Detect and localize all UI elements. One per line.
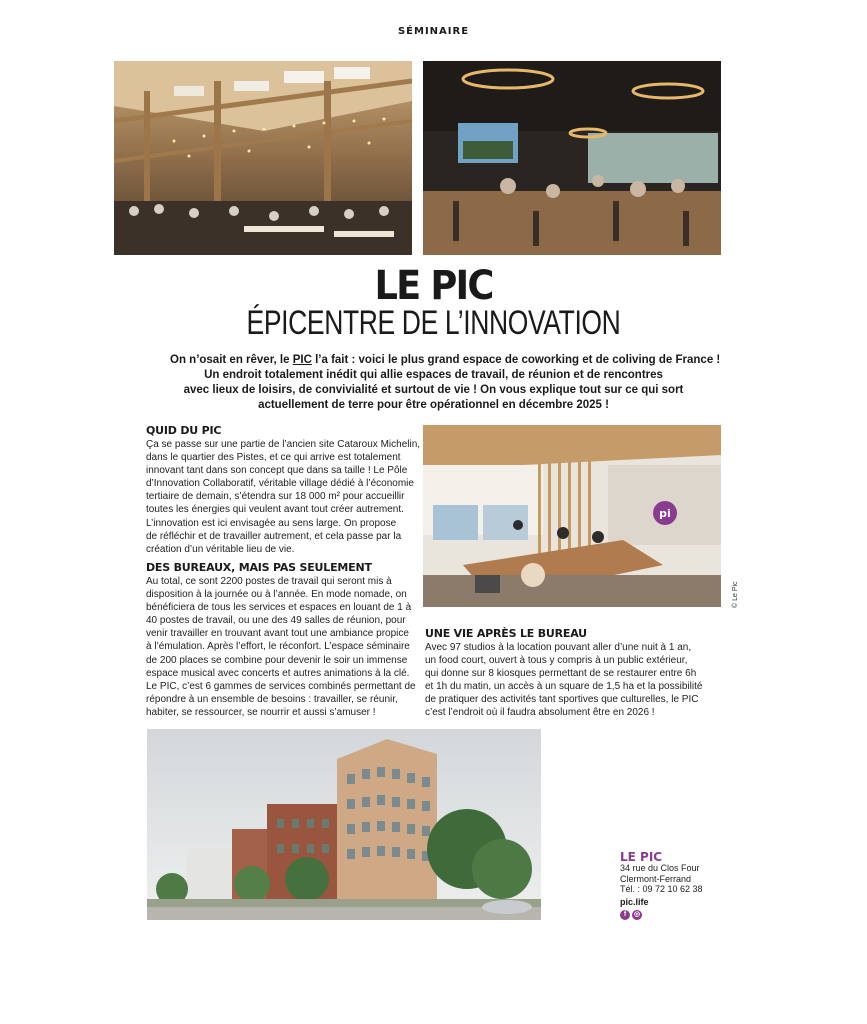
address-city: Clermont-Ferrand (620, 873, 692, 884)
text-line: de 200 places se combine pour devenir le soir un immense (146, 654, 408, 666)
text-line: habiter, se ressourcer, se nourrir et aussi s’amuser ! (146, 706, 376, 718)
heading-quid: QUID DU PIC (146, 424, 222, 437)
text-line: Avec 97 studios à la location pouvant aller d’une nuit à 1 an, (425, 642, 692, 653)
photo-atrium (114, 61, 412, 255)
text-line: Au total, ce sont 2200 postes de travail qui seront mis à (146, 576, 392, 587)
text-line: Ça se passe sur une partie de l’ancien site Cataroux Michelin, (146, 439, 421, 450)
body-bureaux (146, 575, 416, 719)
text-line: c’est l’endroit où il faudra absolument être en 2026 ! (425, 707, 655, 719)
text-line: qui donne sur 8 kiosques permettant de se restaurer entre 6h (425, 668, 697, 680)
text-line: toutes les énergies qui veulent avant tout créer autrement. (146, 504, 404, 516)
text-line: à l’émulation. Après l’effort, le réconfort. L’espace séminaire (146, 641, 410, 653)
intro-line-2: Un endroit totalement inédit qui allie espaces de travail, de réunion et de rencontres (204, 369, 663, 381)
text-line: venir travailler en trouvant avant tout une ambiance propice (146, 628, 409, 640)
text-line: tertiaire de demain, s’étendra sur 18 000 m² pour accueillir (146, 491, 405, 503)
article-title: LE PIC (374, 263, 493, 309)
text-line: d’Innovation Collaboratif, véritable village dédié à l’économie (146, 478, 414, 490)
heading-bureaux: DES BUREAUX, MAIS PAS SEULEMENT (146, 561, 372, 574)
text-line: un food court, ouvert à tous y compris à un public extérieur, (425, 655, 688, 667)
address-phone[interactable]: Tél. : 09 72 10 62 38 (620, 884, 703, 894)
address-street: 34 rue du Clos Four (620, 863, 700, 873)
intro-line-4: actuellement de terre pour être opérationnel en décembre 2025 ! (258, 399, 609, 411)
intro-line-1a: On n’osait en rêver, le (170, 354, 293, 366)
text-line: Le PIC, c’est 6 gammes de services combinés permettant de (146, 680, 416, 692)
photo-event-hall (423, 61, 721, 255)
text-line: innovant tant dans son concept que dans sa taille ! Le Pôle (146, 465, 408, 477)
text-line: bénéficiera de tous les services et espaces en louant de 1 à (146, 602, 412, 614)
intro-line-3: avec lieux de loisirs, de convivialité et surtout de vie ! On vous explique tout sur ce qui sort (183, 384, 684, 396)
address-block (620, 863, 703, 895)
text-line: de réfléchir et de travailler autrement, et cela passe par la (146, 530, 402, 542)
website-link[interactable]: pic.life (620, 897, 649, 907)
text-line: de pratiquer des activités tant sportives que culturelles, le PIC (425, 694, 699, 706)
facebook-icon[interactable]: f (620, 910, 630, 920)
text-line: espace musical avec concerts et autres animations à la clé. (146, 667, 410, 679)
photo-building-exterior (147, 729, 541, 920)
body-quid (146, 438, 421, 556)
intro-pic-link[interactable]: PIC (292, 354, 312, 366)
section-label: SÉMINAIRE (397, 26, 470, 37)
article-subtitle: ÉPICENTRE DE L’INNOVATION (246, 304, 621, 342)
article-intro (170, 353, 721, 413)
text-line: L’innovation est ici envisagée au sens large. On propose (146, 517, 397, 529)
instagram-icon[interactable]: ◎ (633, 911, 641, 918)
address-name: LE PIC (620, 850, 663, 864)
photo-credit: © Le Pic (732, 581, 739, 608)
text-line: création d’un véritable lieu de vie. (146, 543, 295, 555)
sign-logo: pi (659, 507, 671, 520)
photo-coworking (423, 425, 721, 607)
text-line: dans le quartier des Pistes, et ce qui arrive est totalement (146, 452, 401, 464)
heading-vie: UNE VIE APRÈS LE BUREAU (425, 627, 587, 640)
intro-line-1b: l’a fait : voici le plus grand espace de coworking et de coliving de France ! (311, 354, 721, 366)
body-vie (425, 641, 715, 720)
text-line: répondre à un ensemble de besoins : travailler, se réunir, (146, 693, 398, 705)
text-line: 40 postes de travail, ou une des 49 salles de réunion, pour (146, 615, 406, 627)
text-line: et 1h du matin, un accès à un square de 1,5 ha et la possibilité (425, 681, 703, 693)
text-line: disposition à la journée ou à l’année. En mode nomade, on (146, 589, 407, 601)
